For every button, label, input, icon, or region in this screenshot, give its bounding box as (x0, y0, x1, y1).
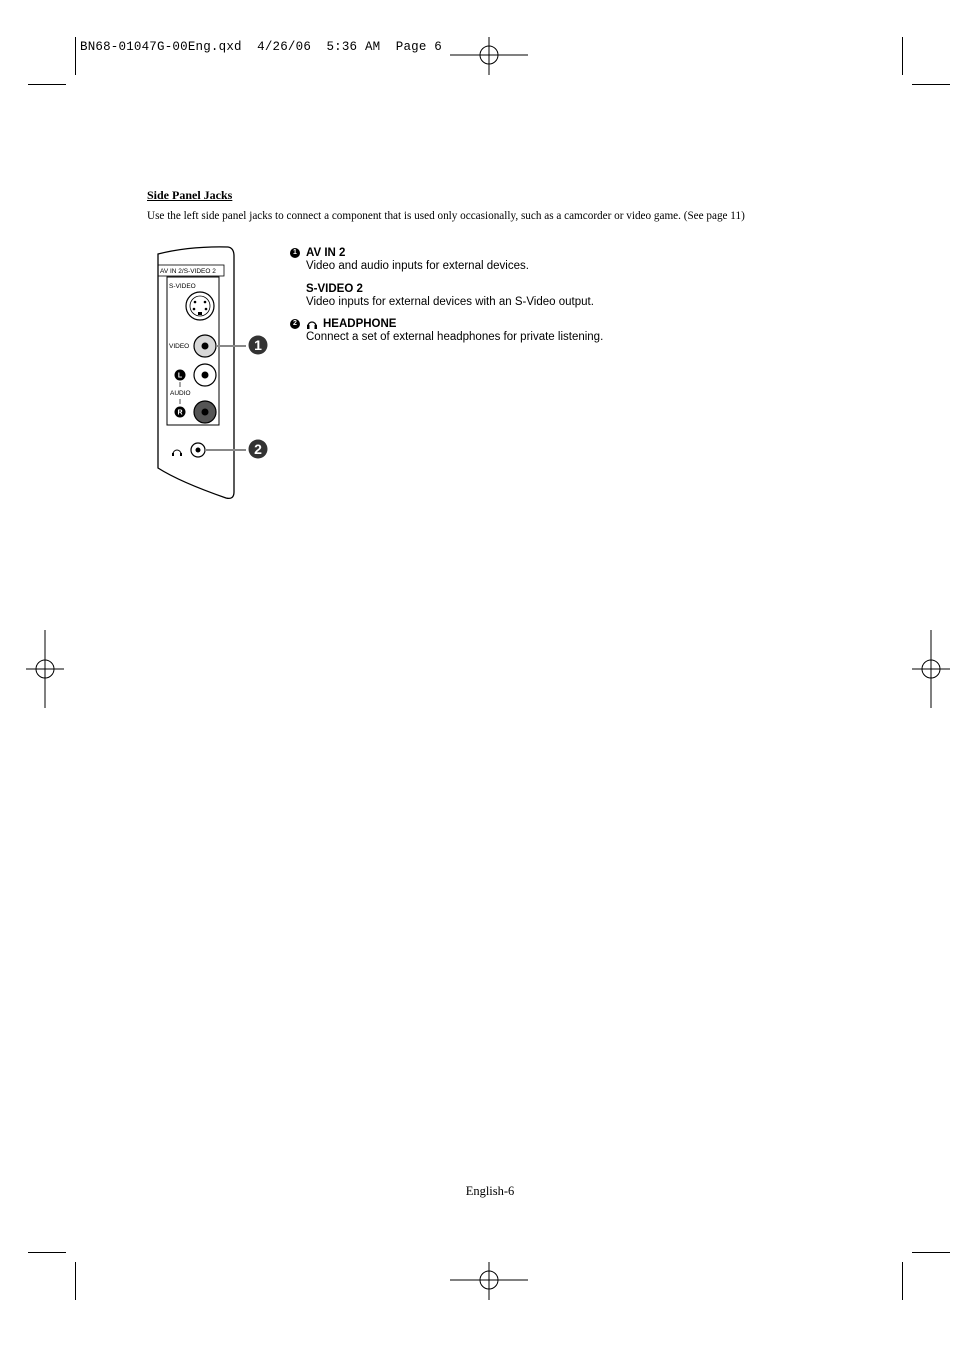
callout-2 (249, 440, 268, 459)
crop-mark (28, 1252, 66, 1253)
item-title: AV IN 2 (306, 247, 346, 259)
registration-mark (26, 630, 66, 710)
crop-mark (902, 37, 903, 75)
section-title: Side Panel Jacks (147, 188, 233, 202)
item-number-badge: 2 (290, 319, 300, 329)
file-slug: BN68-01047G-00Eng.qxd 4/26/06 5:36 AM Page 6 (80, 40, 442, 54)
video-label: VIDEO (169, 343, 190, 350)
crop-mark (912, 1252, 950, 1253)
callout-1 (249, 336, 268, 355)
page-number: English-6 (465, 1184, 515, 1198)
side-panel-diagram (150, 242, 275, 504)
headphone-jack (191, 443, 205, 457)
audio-left-jack (194, 364, 216, 386)
crop-mark (912, 84, 950, 85)
registration-mark (912, 630, 952, 710)
crop-mark (28, 84, 66, 85)
registration-mark (450, 1262, 530, 1302)
item-description: Video inputs for external devices with an S-Video output. (306, 296, 594, 308)
crop-mark (902, 1262, 903, 1300)
video-jack (194, 335, 216, 357)
audio-left-label: L (177, 372, 183, 380)
registration-mark (450, 37, 530, 77)
crop-mark (75, 37, 76, 75)
audio-label: AUDIO (170, 390, 191, 397)
intro-text: Use the left side panel jacks to connect a component that is used only occasionally, such as a camcorder or video game. (See page 11) (147, 210, 745, 222)
panel-label: AV IN 2/S-VIDEO 2 (160, 268, 216, 275)
item-number-badge: 1 (290, 248, 300, 258)
svideo-jack (186, 292, 214, 320)
svg-text:1: 1 (254, 337, 262, 353)
headphone-icon (306, 318, 318, 330)
svg-text:2: 2 (254, 441, 262, 457)
item-description: Connect a set of external headphones for private listening. (306, 331, 604, 343)
audio-right-label: R (177, 409, 183, 417)
item-title: HEADPHONE (323, 318, 397, 330)
item-s-video-2 (290, 283, 594, 308)
item-title: S-VIDEO 2 (306, 283, 363, 295)
item-description: Video and audio inputs for external devices. (306, 260, 529, 272)
svideo-label: S-VIDEO (169, 283, 196, 290)
crop-mark (75, 1262, 76, 1300)
item-headphone (290, 318, 603, 343)
audio-right-jack (194, 401, 216, 423)
item-av-in-2 (290, 247, 529, 272)
